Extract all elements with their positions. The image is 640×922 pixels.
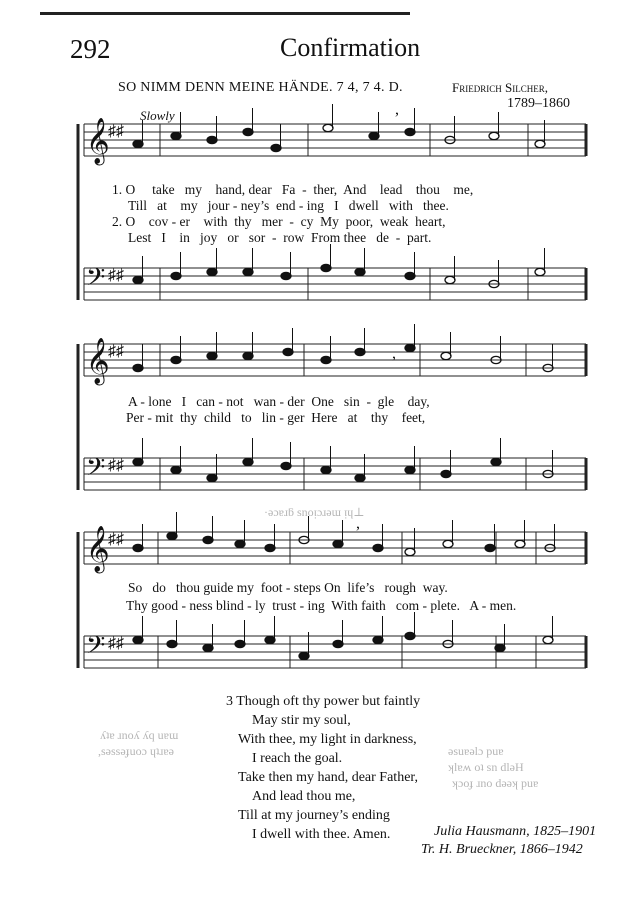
note-head <box>485 544 495 551</box>
note-head <box>133 140 143 147</box>
key-signature-icon: ♯♯ <box>108 123 124 140</box>
note-head <box>369 132 379 139</box>
lyric-sys2-line1: A - lone I can - not wan - der One sin - gle day, <box>128 394 430 409</box>
note-head <box>355 268 365 275</box>
bleed-through-text: ʞlɐʍ oʇ sn dlǝH <box>448 760 524 774</box>
note-head <box>133 364 143 371</box>
note-head <box>235 640 245 647</box>
note-head <box>243 458 253 465</box>
note-head <box>171 272 181 279</box>
note-head <box>321 466 331 473</box>
note-head <box>405 272 415 279</box>
treble-clef-icon: 𝄞 <box>86 338 110 384</box>
stanza3-line: And lead thou me, <box>252 789 356 804</box>
note-head <box>265 544 275 551</box>
bleed-through-text: ʞɔoɟ ɹno dǝǝʞ puɐ <box>452 776 539 790</box>
bleed-through-text: ǝsuɐǝlɔ puɐ <box>448 744 504 758</box>
note-head <box>441 352 451 359</box>
lyric-verse1-line2: Till at my jour - ney’s end - ing I dwell with thee. <box>128 198 449 213</box>
key-signature-icon: ♯♯ <box>108 267 124 284</box>
note-head <box>243 128 253 135</box>
note-head <box>405 466 415 473</box>
note-head <box>333 640 343 647</box>
stanza3-line: Take then my hand, dear Father, <box>238 770 419 785</box>
note-head <box>171 356 181 363</box>
translator-credit: Tr. H. Brueckner, 1866–1942 <box>421 842 583 857</box>
lyric-verse2-line2: Lest I in joy or sor - row From thee de - part. <box>128 230 432 245</box>
lyric-sys2-line2: Per - mit thy child to lin - ger Here at thy feet, <box>126 410 426 425</box>
note-head <box>133 544 143 551</box>
treble-clef-icon: 𝄞 <box>86 526 110 572</box>
note-head <box>167 640 177 647</box>
note-head <box>281 272 291 279</box>
note-head <box>167 532 177 539</box>
note-head <box>235 540 245 547</box>
author-credit: Julia Hausmann, 1825–1901 <box>434 824 597 839</box>
note-head <box>543 636 553 643</box>
breath-mark-icon: , <box>392 345 396 362</box>
note-head <box>207 352 217 359</box>
note-head <box>445 276 455 283</box>
note-head <box>207 268 217 275</box>
note-head <box>491 458 501 465</box>
note-head <box>133 276 143 283</box>
note-head <box>333 540 343 547</box>
section-title: Confirmation <box>280 33 421 62</box>
note-head <box>405 548 415 555</box>
note-head <box>265 636 275 643</box>
lyric-sys3-line1: So do thou guide my foot - steps On life’s rough way. <box>128 580 448 595</box>
note-head <box>373 636 383 643</box>
note-head <box>203 644 213 651</box>
bleed-through-text: ʎʇɐ ɹnoʎ ʎq uɐɯ <box>100 728 179 742</box>
note-head <box>207 474 217 481</box>
note-head <box>243 268 253 275</box>
note-head <box>405 128 415 135</box>
stanza3-line: I dwell with thee. Amen. <box>252 827 391 842</box>
note-head <box>355 348 365 355</box>
composer-name: Friedrich Silcher, <box>452 80 548 95</box>
stanza3-line: Till at my journey’s ending <box>238 808 390 823</box>
breath-mark-icon: , <box>356 515 360 532</box>
note-head <box>495 644 505 651</box>
composer-dates: 1789–1860 <box>507 96 570 111</box>
note-head <box>243 352 253 359</box>
note-head <box>171 466 181 473</box>
note-head <box>321 356 331 363</box>
note-head <box>489 132 499 139</box>
note-head <box>171 132 181 139</box>
note-head <box>203 536 213 543</box>
stanza3-line: 3 Though oft thy power but faintly <box>226 694 421 709</box>
note-head <box>207 136 217 143</box>
key-signature-icon: ♯♯ <box>108 635 124 652</box>
bass-clef-icon: 𝄢 <box>86 453 106 488</box>
note-head <box>535 268 545 275</box>
note-head <box>323 124 333 131</box>
bass-clef-icon: 𝄢 <box>86 631 106 666</box>
key-signature-icon: ♯♯ <box>108 343 124 360</box>
key-signature-icon: ♯♯ <box>108 457 124 474</box>
bleed-through-text: ·ǝɔɐɹƃ snoᴉɔɹǝɯ ᴉɥ⊥ <box>264 505 365 519</box>
lyric-verse1-line1: 1. O take my hand, dear Fa - ther, And lead thou me, <box>112 182 474 197</box>
key-signature-icon: ♯♯ <box>108 531 124 548</box>
stanza3-line: May stir my soul, <box>252 713 351 728</box>
stanza3-line: I reach the goal. <box>252 751 343 766</box>
tune-name: SO NIMM DENN MEINE HÄNDE. 7 4, 7 4. D. <box>118 80 403 95</box>
note-head <box>133 636 143 643</box>
stanza3-line: With thee, my light in darkness, <box>238 732 417 747</box>
note-head <box>321 264 331 271</box>
note-head <box>355 474 365 481</box>
note-head <box>133 458 143 465</box>
bass-clef-icon: 𝄢 <box>86 263 106 298</box>
note-head <box>515 540 525 547</box>
treble-clef-icon: 𝄞 <box>86 118 110 164</box>
note-head <box>299 652 309 659</box>
note-head <box>271 144 281 151</box>
lyric-sys3-line2: Thy good - ness blind - ly trust - ing With faith com - plete. A - men. <box>126 598 517 613</box>
note-head <box>535 140 545 147</box>
note-head <box>443 540 453 547</box>
note-head <box>373 544 383 551</box>
lyric-verse2-line1: 2. O cov - er with thy mer - cy My poor, weak heart, <box>112 214 446 229</box>
note-head <box>283 348 293 355</box>
note-head <box>441 470 451 477</box>
tempo-marking: Slowly <box>140 108 175 123</box>
hymn-number: 292 <box>70 34 111 64</box>
note-head <box>281 462 291 469</box>
breath-mark-icon: , <box>395 101 399 118</box>
bleed-through-text: ,sǝssǝɟuoɔ ɥʇɹɐǝ <box>98 744 174 758</box>
note-head <box>405 344 415 351</box>
note-head <box>405 632 415 639</box>
